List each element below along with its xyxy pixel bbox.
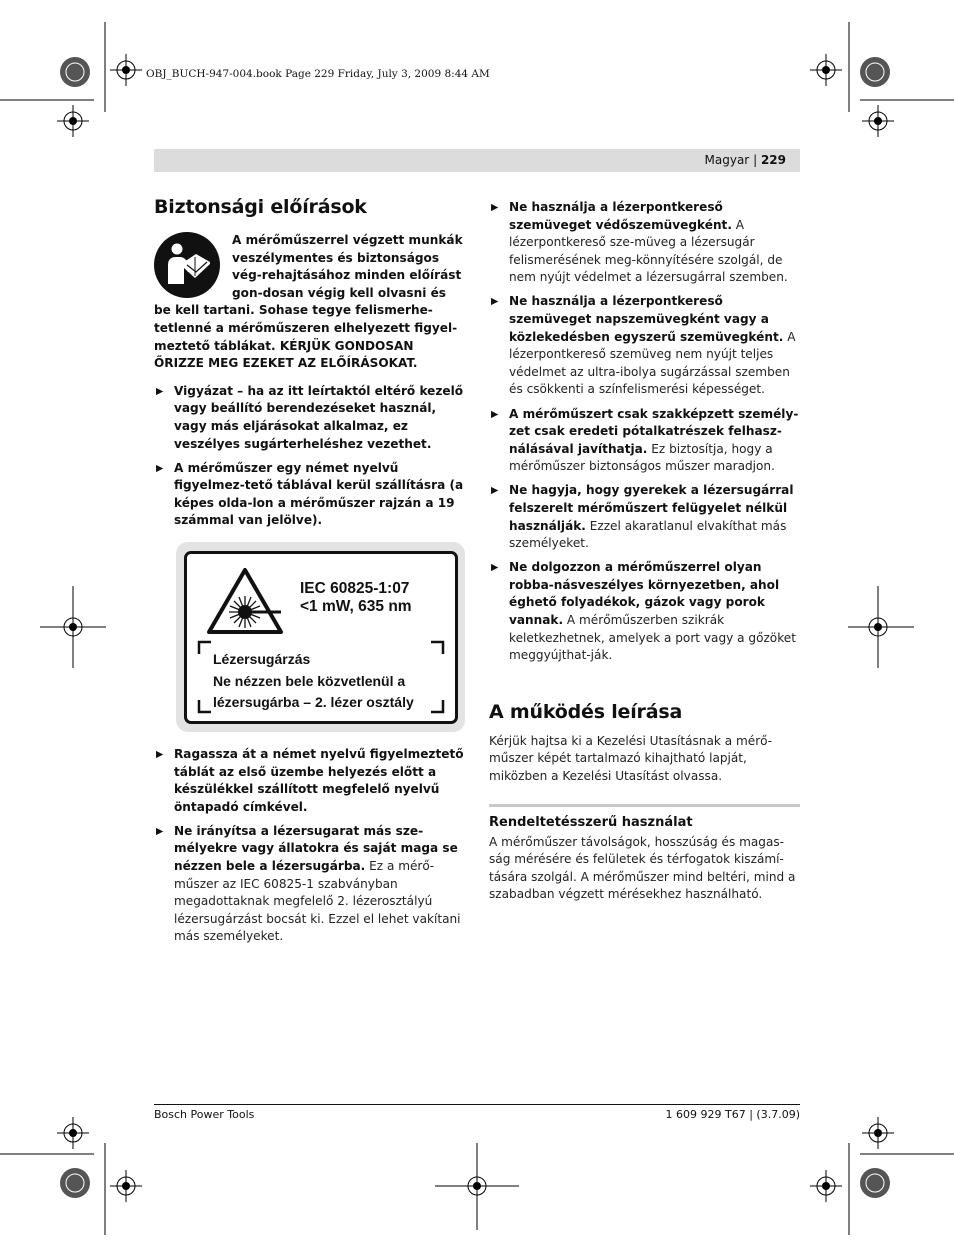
safety-intro-text: A mérőműszerrel végzett munkák veszélymentes és biztonságos vég-rehajtásához minden előírást gon-dosan végig kell olvasni és be kell tartani. Sohase tegye felismerhe-tetlenné a mérőműszeren elhelyezett figyel-meztető táblákat. KÉRJÜK GONDOSAN ŐRIZZE MEG EZEKET AZ ELŐÍRÁSOKAT.: [154, 233, 463, 371]
laser-label-frame: [184, 551, 458, 724]
laser-hazard-icon: [205, 566, 285, 636]
label-standard: IEC 60825-1:07: [300, 580, 410, 597]
bullet-arrow-icon: ▶: [156, 385, 164, 397]
footer-doc-number: 1 609 929 T67 | (3.7.09): [665, 1108, 800, 1121]
section-title-safety: Biztonsági előírások: [154, 196, 367, 218]
right-column: [489, 199, 800, 904]
left-column: [154, 196, 465, 953]
list-item: ▶ Ne hagyja, hogy gyerekek a lézersugárral felszerelt mérőműszert felügyelet nélkül használják. Ezzel akaratlanul elvakíthat más személyeket.: [491, 483, 794, 551]
list-item: ▶ A mérőműszer egy német nyelvű figyelmez-tető táblával kerül szállításra (a képes olda-lon a mérőműszer rajzán a 19 számmal van jelölve).: [156, 460, 464, 528]
header-separator: |: [753, 153, 758, 167]
page-number: 229: [760, 153, 786, 167]
print-meta: OBJ_BUCH-947-004.book Page 229 Friday, July 3, 2009 8:44 AM: [146, 68, 490, 80]
list-item: ▶ Ne irányítsa a lézersugarat más sze-mélyekre vagy állatokra és saját maga se nézzen bele a lézersugárba. Ez a mérő-műszer az IEC 60825-1 szabványban megadottaknak megfelelő 2. lézerosztályú lézersugárzást bocsát ki. Ezzel el lehet vakítani más személyeket.: [156, 823, 461, 944]
subsection-title-intended-use: Rendeltetésszerű használat: [489, 814, 693, 830]
safety-bullets-bottom: [154, 746, 465, 946]
laser-warning-label: [176, 542, 465, 732]
bullet-arrow-icon: ▶: [491, 408, 499, 420]
label-warning-line2: lézersugárba – 2. lézer osztály: [213, 694, 414, 710]
description-text: Kérjük hajtsa ki a Kezelési Utasításnak a mérő-műszer képét tartalmazó kihajtható lapját, miközben a Kezelési Utasítást olvassa.: [489, 733, 772, 784]
list-item: ▶ Ne használja a lézerpontkereső szemüveget védőszemüvegként. A lézerpontkereső sze-müveg a lézersugár felismerésének meg-könnyítésére szolgál, de nem nyújt védelmet a lézersugárral szemben.: [491, 200, 788, 285]
safety-bullets-right: [489, 199, 800, 665]
list-item: ▶ Ragassza át a német nyelvű figyelmeztető táblát az első üzembe helyezés előtt a készülékkel szállított megfelelő nyelvű öntapadó címkével.: [156, 747, 464, 814]
bullet-arrow-icon: ▶: [156, 749, 164, 760]
intended-use-text: A mérőműszer távolságok, hosszúság és magas-ság mérésére és felületek és térfogatok kiszámí-tására szolgál. A mérőműszer mind beltéri, mind a szabadban végzett mérésekhez használható.: [489, 834, 796, 902]
bullet-arrow-icon: ▶: [491, 202, 499, 213]
label-radiation: Lézersugárzás: [213, 651, 311, 667]
list-item: ▶ Ne dolgozzon a mérőműszerrel olyan robba-násveszélyes környezetben, ahol éghető folyadékok, gázok vagy porok vannak. A mérőműszerben szikrák keletkezhetnek, amelyek a port vagy a gőzöket meggyújthat-ják.: [491, 560, 796, 663]
page-header: [154, 149, 800, 172]
bullet-arrow-icon: ▶: [491, 562, 499, 574]
safety-bullets-top: [154, 383, 465, 530]
header-language: Magyar: [704, 153, 750, 167]
safety-intro: [154, 232, 465, 373]
bullet-arrow-icon: ▶: [156, 462, 164, 474]
list-item: ▶ A mérőműszert csak szakképzett személy-zet csak eredeti pótalkatrészek felhasz-nálásával javíthatja. Ez biztosítja, hogy a mérőműszer biztonságos műszer maradjon.: [491, 406, 799, 474]
list-item: ▶ Vigyázat – ha az itt leírtaktól eltérő kezelő vagy beállító berendezéseket használ, vagy más eljárásokat alkalmaz, ez veszélyes sugárterheléshez vezethet.: [156, 383, 464, 451]
footer-divider: [154, 1104, 800, 1105]
list-item: ▶ Ne használja a lézerpontkereső szemüveget napszemüvegként vagy a közlekedésben egyszerű szemüvegként. A lézerpontkereső szemüveg nem nyújt teljes védelmet az ultra-ibolya sugárzással szemben és csökkenti a színfelismerési képességet.: [491, 294, 796, 397]
section-title-description: A működés leírása: [489, 700, 683, 723]
bullet-arrow-icon: ▶: [491, 485, 499, 497]
bullet-arrow-icon: ▶: [156, 825, 164, 837]
bullet-arrow-icon: ▶: [491, 296, 499, 308]
label-power: <1 mW, 635 nm: [300, 598, 412, 615]
header-text: [705, 153, 786, 167]
subsection-divider: [489, 804, 800, 807]
footer-brand: Bosch Power Tools: [154, 1108, 255, 1121]
label-warning-line1: Ne nézzen bele közvetlenül a: [213, 673, 406, 689]
read-manual-icon: [154, 232, 220, 298]
